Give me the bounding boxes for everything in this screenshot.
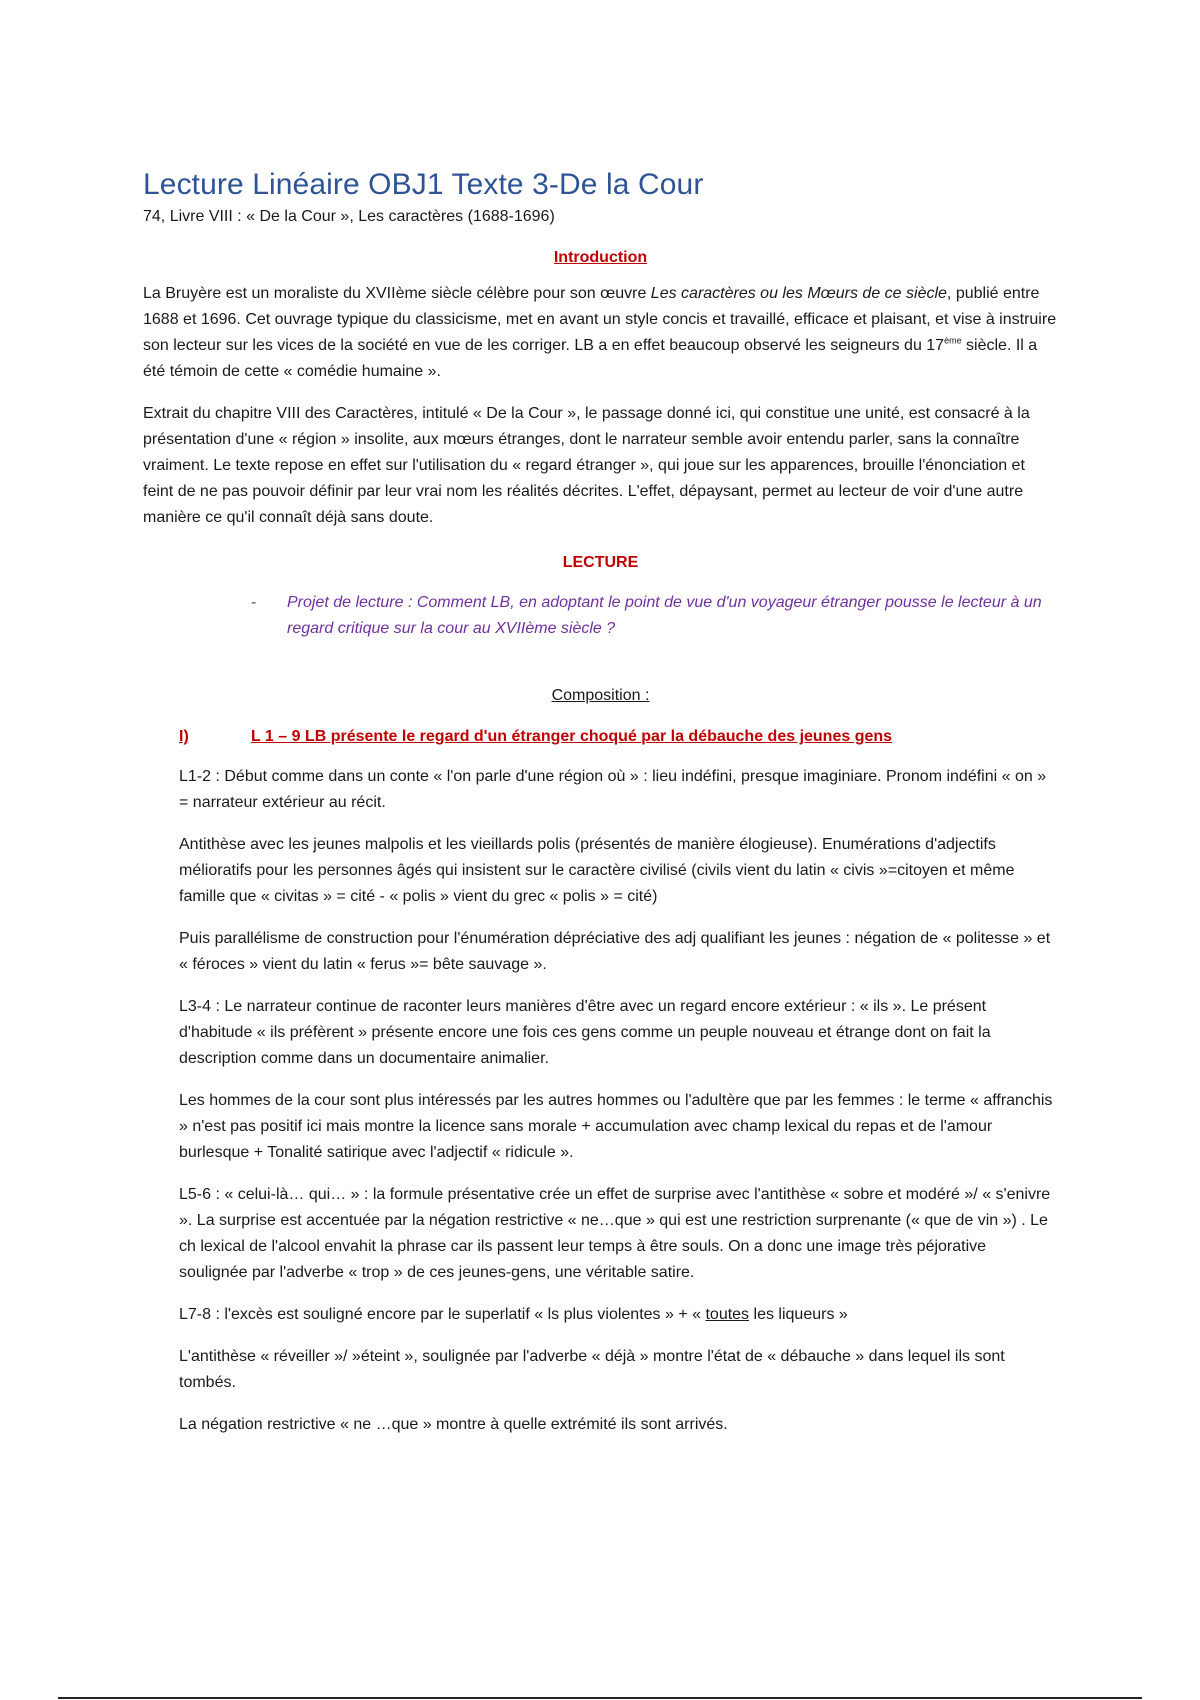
analysis-paragraph: Antithèse avec les jeunes malpolis et les vieillards polis (présentés de manière élogieuse). Enumérations d'adjectifs mélioratifs pour les personnes âgés qui insistent sur le caractère civilisé (civils vient du latin « civis »=citoyen et même famille que « civitas » = cité - « polis » vient du grec « polis » = cité) [179,836,1015,905]
reading-question [251,590,1058,642]
list-dash: - [251,594,257,611]
document-page [143,168,1058,1438]
part-1-heading [179,728,1058,746]
page-bottom-rule [58,1697,1142,1699]
analysis-paragraph: Puis parallélisme de construction pour l'énumération dépréciative des adj qualifiant les jeunes : négation de « politesse » et « féroces » vient du latin « ferus »= bête sauvage ». [179,930,1051,973]
part-1-title: L 1 – 9 LB présente le regard d'un étranger choqué par la débauche des jeunes gens [251,728,893,745]
intro-paragraph-1 [143,281,1058,385]
underlined-word: toutes [705,1306,750,1323]
analysis-text-end: les liqueurs » [749,1306,848,1323]
intro-p1-text-end: siècle. Il a été témoin de cette « comédie humaine ». [143,337,1038,380]
analysis-paragraph [179,1302,1058,1328]
analysis-paragraph: L'antithèse « réveiller »/ »éteint », soulignée par l'adverbe « déjà » montre l'état de « débauche » dans lequel ils sont tombés. [179,1348,1005,1391]
lecture-heading: LECTURE [562,554,639,571]
analysis-paragraph: La négation restrictive « ne …que » montre à quelle extrémité ils sont arrivés. [179,1416,728,1433]
introduction-section [143,281,1058,531]
part-1-number: I) [179,728,189,745]
intro-p1-text-cont: , publié entre 1688 et 1696. Cet ouvrage typique du classicisme, met en avant un style concis et travaillé, efficace et plaisant, et vise à instruire son lecteur sur les vices de la société en vue de les corriger. LB a en effet beaucoup observé les seigneurs du 17 [143,285,1057,354]
analysis-paragraph: L5-6 : « celui-là… qui… » : la formule présentative crée un effet de surprise avec l'antithèse « sobre et modéré »/ « s'enivre ». La surprise est accentuée par la négation restrictive « ne…que » qui est une restriction surprenante (« que de vin ») . Le ch lexical de l'alcool envahit la phrase car ils passent leur temps à être souls. On a donc une image très péjorative soulignée par l'adverbe « trop » de ces jeunes-gens, une véritable satire. [179,1186,1051,1281]
analysis-paragraph: L3-4 : Le narrateur continue de raconter leurs manières d'être avec un regard encore extérieur : « ils ». Le présent d'habitude « ils préfèrent » présente encore une fois ces gens comme un peuple nouveau et étrange dont on fait la description comme dans un documentaire animalier. [179,998,991,1067]
document-title: Lecture Linéaire OBJ1 Texte 3-De la Cour [143,168,704,201]
introduction-heading: Introduction [553,249,648,266]
analysis-paragraph: L1-2 : Début comme dans un conte « l'on parle d'une région où » : lieu indéfini, presque imaginiare. Pronom indéfini « on » = narrateur extérieur au récit. [179,768,1047,811]
intro-paragraph-2: Extrait du chapitre VIII des Caractères, intitulé « De la Cour », le passage donné ici, qui constitue une unité, est consacré à la présentation d'une « région » insolite, aux mœurs étranges, dont le narrateur semble avoir entendu parler, sans la connaître vraiment. Le texte repose en effet sur l'utilisation du « regard étranger », qui joue sur les apparences, brouille l'énonciation et feint de ne pas pouvoir définir par leur vrai nom les réalités décrites. L'effet, dépaysant, permet au lecteur de voir d'une autre manière ce qu'il connaît déjà sans doute. [143,405,1030,526]
analysis-text: L7-8 : l'excès est souligné encore par le superlatif « ls plus violentes » + « [179,1306,706,1323]
superscript-eme: ème [944,335,962,346]
work-title-italic: Les caractères ou les Mœurs de ce siècle [650,285,947,302]
composition-heading: Composition : [551,687,650,704]
document-subtitle: 74, Livre VIII : « De la Cour », Les caractères (1688-1696) [143,208,555,225]
reading-question-text: Projet de lecture : Comment LB, en adoptant le point de vue d'un voyageur étranger pousse le lecteur à un regard critique sur la cour au XVIIème siècle ? [287,594,1042,637]
intro-p1-text: La Bruyère est un moraliste du XVIIème siècle célèbre pour son œuvre [143,285,651,302]
analysis-paragraph: Les hommes de la cour sont plus intéressés par les autres hommes ou l'adultère que par les femmes : le terme « affranchis » n'est pas positif ici mais montre la licence sans morale + accumulation avec champ lexical du repas et de l'amour burlesque + Tonalité satirique avec l'adjectif « ridicule ». [179,1092,1053,1161]
analysis-section [179,764,1058,1438]
